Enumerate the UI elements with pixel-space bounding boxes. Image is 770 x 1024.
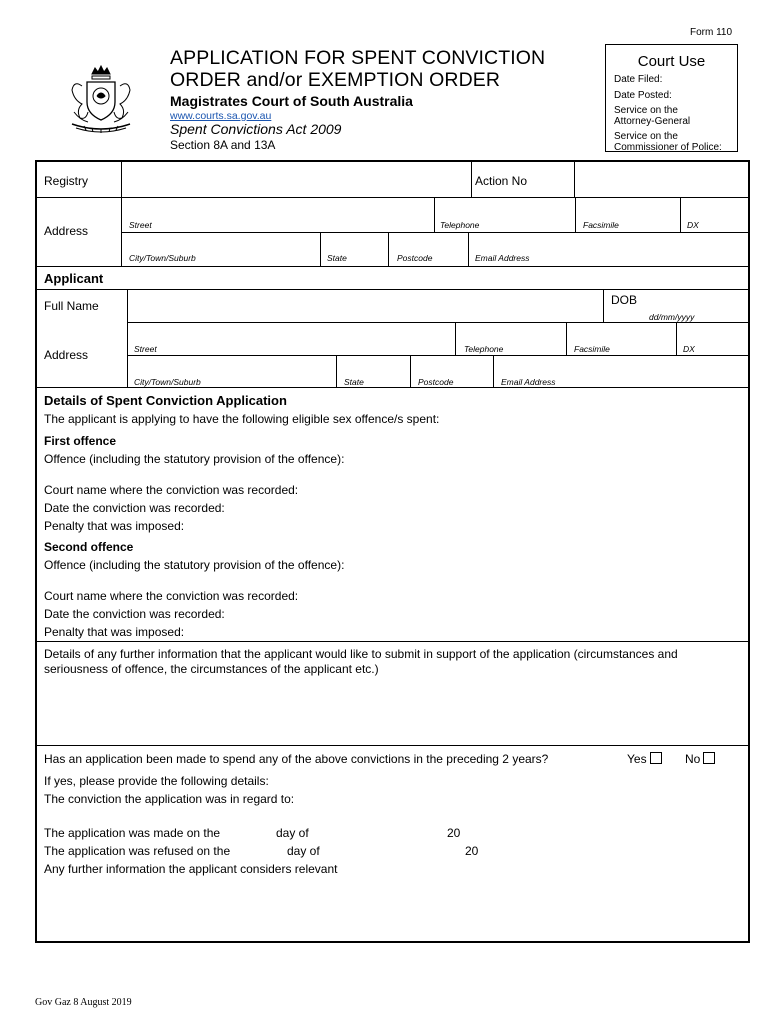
registry-facsimile-field[interactable]: Facsimile — [583, 220, 619, 230]
dob-label: DOB — [611, 293, 638, 307]
applicant-dx-field[interactable]: DX — [683, 344, 695, 354]
further-info-line1: Details of any further information that the applicant would like to submit in support of the application (circumstances and — [44, 647, 678, 661]
refused-on-label: The application was refused on the — [44, 844, 231, 858]
further-info-line2: seriousness of offence, the circumstances of the applicant etc.) — [44, 662, 379, 676]
website-link[interactable]: www.courts.sa.gov.au — [170, 110, 272, 122]
applicant-state-field[interactable]: State — [344, 377, 364, 387]
second-offence-heading: Second offence — [44, 540, 134, 554]
form-title-line2: ORDER and/or EXEMPTION ORDER — [170, 69, 501, 91]
yes-checkbox[interactable] — [650, 752, 662, 764]
refused-day-of-label: day of — [287, 844, 320, 858]
registry-postcode-field[interactable]: Postcode — [397, 253, 433, 263]
full-name-input[interactable] — [128, 290, 603, 322]
applicant-heading: Applicant — [44, 271, 104, 286]
registry-label: Registry — [44, 174, 89, 188]
registry-telephone-field[interactable]: Telephone — [440, 220, 480, 230]
registry-dx-field[interactable]: DX — [687, 220, 699, 230]
applicant-telephone-field[interactable]: Telephone — [464, 344, 504, 354]
court-use-box — [605, 44, 738, 152]
footer-gazette: Gov Gaz 8 August 2019 — [35, 997, 132, 1008]
service-ag-label-1: Service on the — [614, 105, 678, 116]
further-info-input[interactable] — [38, 682, 747, 745]
form-body — [35, 160, 750, 943]
second-offence-label: Offence (including the statutory provision of the offence): — [44, 558, 345, 572]
applicant-street-field[interactable]: Street — [134, 344, 157, 354]
first-offence-label: Offence (including the statutory provision of the offence): — [44, 452, 345, 466]
made-year-prefix: 20 — [447, 826, 461, 840]
action-no-input[interactable] — [575, 162, 748, 197]
date-filed-label: Date Filed: — [614, 74, 663, 85]
first-court-name-label: Court name where the conviction was recorded: — [44, 483, 299, 497]
service-cp-label-1: Service on the — [614, 131, 678, 142]
form-number: Form 110 — [690, 27, 733, 38]
second-date-recorded-label: Date the conviction was recorded: — [44, 607, 225, 621]
action-no-label: Action No — [475, 174, 528, 188]
yes-label: Yes — [627, 752, 647, 766]
conviction-regard-label: The conviction the application was in regard to: — [44, 792, 295, 806]
no-option[interactable] — [685, 752, 715, 766]
further-info-relevant-label: Any further information the applicant considers relevant — [44, 862, 338, 876]
court-use-heading: Court Use — [637, 53, 706, 70]
registry-city-field[interactable]: City/Town/Suburb — [129, 253, 196, 263]
if-yes-label: If yes, please provide the following details: — [44, 774, 269, 788]
yes-option[interactable] — [627, 752, 662, 766]
form-title — [170, 47, 545, 91]
coat-of-arms-logo — [62, 62, 140, 140]
act-name: Spent Convictions Act 2009 — [170, 121, 342, 137]
court-name: Magistrates Court of South Australia — [170, 93, 413, 109]
applicant-facsimile-field[interactable]: Facsimile — [574, 344, 610, 354]
applicant-email-field[interactable]: Email Address — [501, 377, 556, 387]
details-intro: The applicant is applying to have the following eligible sex offence/s spent: — [44, 412, 440, 426]
first-offence-heading: First offence — [44, 434, 117, 448]
made-day-of-label: day of — [276, 826, 309, 840]
applicant-address-label: Address — [44, 348, 89, 362]
details-heading: Details of Spent Conviction Application — [44, 393, 287, 408]
second-penalty-label: Penalty that was imposed: — [44, 625, 185, 639]
prior-application-question: Has an application been made to spend any of the above convictions in the preceding 2 years? — [44, 752, 549, 766]
date-posted-label: Date Posted: — [614, 90, 672, 101]
first-penalty-label: Penalty that was imposed: — [44, 519, 185, 533]
registry-state-field[interactable]: State — [327, 253, 347, 263]
no-checkbox[interactable] — [703, 752, 715, 764]
registry-address-label: Address — [44, 224, 89, 238]
applicant-city-field[interactable]: City/Town/Suburb — [134, 377, 201, 387]
registry-email-field[interactable]: Email Address — [475, 253, 530, 263]
form-title-line1: APPLICATION FOR SPENT CONVICTION — [170, 47, 546, 69]
first-date-recorded-label: Date the conviction was recorded: — [44, 501, 225, 515]
applicant-postcode-field[interactable]: Postcode — [418, 377, 454, 387]
service-ag-label-2: Attorney-General — [614, 116, 691, 127]
dob-input[interactable]: dd/mm/yyyy — [649, 312, 695, 322]
registry-input[interactable] — [122, 162, 471, 197]
act-section: Section 8A and 13A — [170, 138, 276, 152]
refused-year-prefix: 20 — [465, 844, 479, 858]
no-label: No — [685, 752, 701, 766]
service-cp-label-2: Commissioner of Police: — [614, 142, 722, 153]
registry-street-field[interactable]: Street — [129, 220, 152, 230]
second-court-name-label: Court name where the conviction was recorded: — [44, 589, 299, 603]
further-info-prompt — [44, 647, 744, 677]
made-on-label: The application was made on the — [44, 826, 221, 840]
further-info-relevant-input[interactable] — [38, 878, 747, 938]
full-name-label: Full Name — [44, 299, 99, 313]
